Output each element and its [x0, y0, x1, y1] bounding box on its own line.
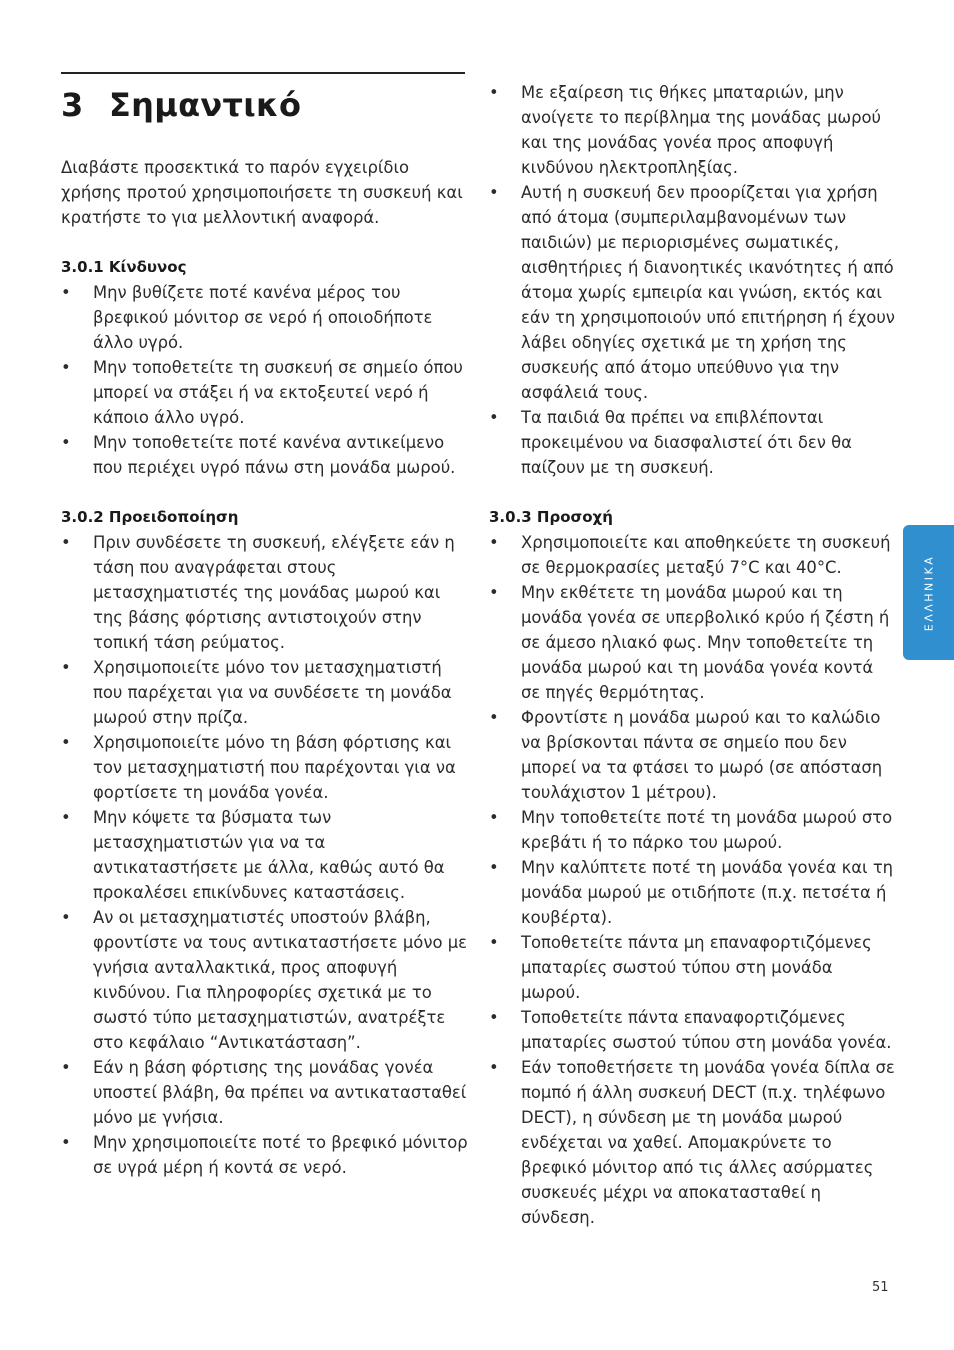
list-item: • Χρησιμοποιείτε μόνο τον μετασχηματιστή που παρέχεται για να συνδέσετε τη μονάδα μωρού στην πρίζα.	[61, 655, 469, 730]
bullet: •	[489, 1008, 499, 1027]
warning-list-continued	[489, 80, 897, 480]
chapter-number: 3	[61, 86, 84, 124]
bullet: •	[61, 808, 71, 827]
bullet: •	[61, 358, 71, 377]
list-item: • Αν οι μετασχηματιστές υποστούν βλάβη, φροντίστε να τους αντικαταστήσετε μόνο με γνήσια ανταλλακτικά, προς αποφυγή κινδύνου. Για πληροφορίες σχετικά με το σωστό τύπο μετασχηματιστών, ανατρέξτε στο κεφάλαιο “Αντικατάσταση”.	[61, 905, 469, 1055]
bullet: •	[61, 1133, 71, 1152]
section-heading-danger: 3.0.1 Κίνδυνος	[61, 258, 187, 276]
bullet: •	[61, 1058, 71, 1077]
list-item: • Μην εκθέτετε τη μονάδα μωρού και τη μονάδα γονέα σε υπερβολικό κρύο ή ζέστη ή σε άμεσο ηλιακό φως. Μην τοποθετείτε τη μονάδα μωρού και τη μονάδα γονέα κοντά σε πηγές θερμότητας.	[489, 580, 897, 705]
bullet: •	[489, 1058, 499, 1077]
page-title	[61, 86, 301, 124]
intro-paragraph: Διαβάστε προσεκτικά το παρόν εγχειρίδιο χρήσης προτού χρησιμοποιήσετε τη συσκευή και κρατήστε το για μελλοντική αναφορά.	[61, 158, 463, 227]
list-item: • Μην κόψετε τα βύσματα των μετασχηματιστών για να τα αντικαταστήσετε με άλλα, καθώς αυτό θα προκαλέσει επικίνδυνες καταστάσεις.	[61, 805, 469, 905]
chapter-title: Σημαντικό	[109, 86, 302, 124]
language-tab	[903, 525, 954, 660]
bullet: •	[489, 933, 499, 952]
bullet: •	[489, 808, 499, 827]
bullet: •	[61, 658, 71, 677]
header-rule	[61, 72, 465, 74]
right-column	[489, 80, 897, 1255]
bullet: •	[61, 533, 71, 552]
section-heading-warning: 3.0.2 Προειδοποίηση	[61, 508, 239, 526]
language-tab-label: ΕΛΛΗΝΙΚΑ	[922, 554, 935, 631]
bullet: •	[489, 708, 499, 727]
list-item: • Πριν συνδέσετε τη συσκευή, ελέγξετε εάν η τάση που αναγράφεται στους μετασχηματιστές της μονάδας μωρού και της βάσης φόρτισης αντιστοιχούν στην τοπική τάση ρεύματος.	[61, 530, 469, 655]
list-item: • Μην χρησιμοποιείτε ποτέ το βρεφικό μόνιτορ σε υγρά μέρη ή κοντά σε νερό.	[61, 1130, 469, 1180]
bullet: •	[61, 433, 71, 452]
bullet: •	[61, 283, 71, 302]
list-item: • Μην τοποθετείτε ποτέ τη μονάδα μωρού στο κρεβάτι ή το πάρκο του μωρού.	[489, 805, 897, 855]
list-item: • Εάν η βάση φόρτισης της μονάδας γονέα υποστεί βλάβη, θα πρέπει να αντικατασταθεί μόνο με γνήσια.	[61, 1055, 469, 1130]
left-column	[61, 155, 469, 1205]
bullet: •	[489, 408, 499, 427]
section-heading-caution: 3.0.3 Προσοχή	[489, 508, 613, 526]
list-item: • Μην καλύπτετε ποτέ τη μονάδα γονέα και τη μονάδα μωρού με οτιδήποτε (π.χ. πετσέτα ή κουβέρτα).	[489, 855, 897, 930]
caution-list	[489, 530, 897, 1230]
bullet: •	[489, 183, 499, 202]
list-item: • Χρησιμοποιείτε και αποθηκεύετε τη συσκευή σε θερμοκρασίες μεταξύ 7°C και 40°C.	[489, 530, 897, 580]
list-item: • Μην βυθίζετε ποτέ κανένα μέρος του βρεφικού μόνιτορ σε νερό ή οποιοδήποτε άλλο υγρό.	[61, 280, 469, 355]
bullet: •	[489, 533, 499, 552]
list-item: • Χρησιμοποιείτε μόνο τη βάση φόρτισης και τον μετασχηματιστή που παρέχονται για να φορτίσετε τη μονάδα γονέα.	[61, 730, 469, 805]
warning-list	[61, 530, 469, 1180]
list-item: • Τοποθετείτε πάντα μη επαναφορτιζόμενες μπαταρίες σωστού τύπου στη μονάδα μωρού.	[489, 930, 897, 1005]
list-item: • Μην τοποθετείτε τη συσκευή σε σημείο όπου μπορεί να στάξει ή να εκτοξευτεί νερό ή κάποιο άλλο υγρό.	[61, 355, 469, 430]
bullet: •	[489, 83, 499, 102]
list-item: • Τα παιδιά θα πρέπει να επιβλέπονται προκειμένου να διασφαλιστεί ότι δεν θα παίζουν με τη συσκευή.	[489, 405, 897, 480]
danger-list	[61, 280, 469, 480]
list-item: • Μην τοποθετείτε ποτέ κανένα αντικείμενο που περιέχει υγρό πάνω στη μονάδα μωρού.	[61, 430, 469, 480]
bullet: •	[61, 733, 71, 752]
list-item: • Φροντίστε η μονάδα μωρού και το καλώδιο να βρίσκονται πάντα σε σημείο που δεν μπορεί να τα φτάσει το μωρό (σε απόσταση τουλάχιστον 1 μέτρου).	[489, 705, 897, 805]
list-item: • Εάν τοποθετήσετε τη μονάδα γονέα δίπλα σε πομπό ή άλλη συσκευή DECT (π.χ. τηλέφωνο DECT), η σύνδεση με τη μονάδα μωρού ενδέχεται να χαθεί. Απομακρύνετε το βρεφικό μόνιτορ από τις άλλες ασύρματες συσκευές μέχρι να αποκατασταθεί η σύνδεση.	[489, 1055, 897, 1230]
bullet: •	[61, 908, 71, 927]
list-item: • Αυτή η συσκευή δεν προορίζεται για χρήση από άτομα (συμπεριλαμβανομένων των παιδιών) με περιορισμένες σωματικές, αισθητήριες ή διανοητικές ικανότητες ή από άτομα χωρίς εμπειρία και γνώση, εκτός και εάν τη χρησιμοποιούν υπό επιτήρηση ή έχουν λάβει οδηγίες σχετικά με τη χρήση της συσκευής από άτομο υπεύθυνο για την ασφάλειά τους.	[489, 180, 897, 405]
bullet: •	[489, 583, 499, 602]
bullet: •	[489, 858, 499, 877]
list-item: • Τοποθετείτε πάντα επαναφορτιζόμενες μπαταρίες σωστού τύπου στη μονάδα γονέα.	[489, 1005, 897, 1055]
list-item: • Με εξαίρεση τις θήκες μπαταριών, μην ανοίγετε το περίβλημα της μονάδας μωρού και της μονάδας γονέα προς αποφυγή κινδύνου ηλεκτροπληξίας.	[489, 80, 897, 180]
page-number: 51	[872, 1280, 889, 1295]
